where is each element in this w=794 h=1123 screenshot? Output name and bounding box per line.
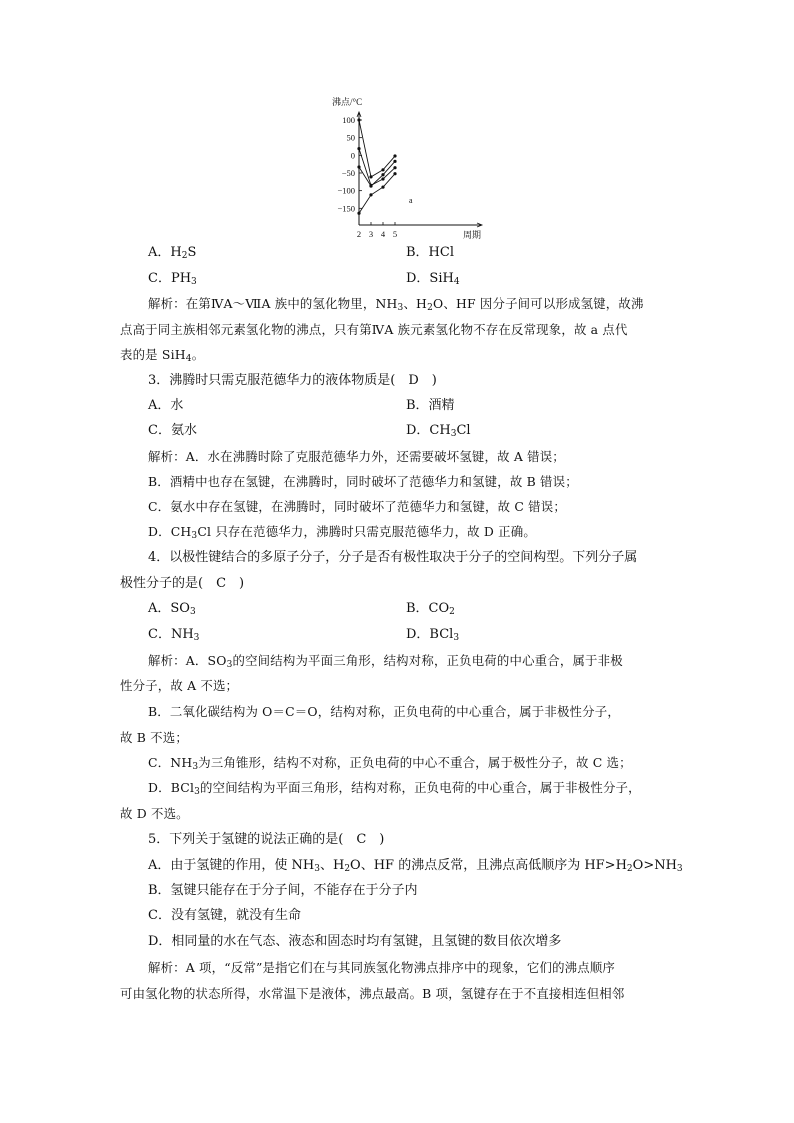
data-point [393,172,396,175]
question-line: D．相同量的水在气态、液态和固态时均有氢键，且氢键的数目依次增多 [148,934,562,949]
y-tick-label: 50 [346,132,355,143]
explanation-line: 解析：A．$SO_3$的空间结构为平面三角形，结构对称，正负电荷的中心重合，属于非极 [148,653,623,670]
question-line: 3．沸腾时只需克服范德华力的液体物质是( D ) [148,373,437,388]
data-point [381,177,384,180]
explanation-line: 故 B 不选； [120,730,188,745]
option-label: C．$PH_3$ [148,271,197,287]
explanation-line: 性分子，故 A 不选； [120,678,239,693]
explanation-line: 解析：在第ⅣA～ⅦA 族中的氢化物里，$NH_3$、$H_2O$、HF 因分子间可以形成氢键，故沸 [148,296,644,313]
option-label: B．HCl [406,245,454,260]
data-point [393,154,396,157]
y-tick-label: −50 [341,167,355,178]
option-label: D．$CH_3Cl$ [406,423,471,439]
explanation-line: C．$NH_3$为三角锥形，结构不对称，正负电荷的中心不重合，属于极性分子，故 C 选； [148,755,632,772]
option-row [120,244,704,262]
option-row [120,397,704,415]
option-label: D．BCl$_3$ [406,627,460,643]
option-label: A．$SO_3$ [148,601,196,617]
data-point [381,186,384,189]
explanation-line: D．$CH_3Cl$ 只存在范德华力，沸腾时只需克服范德华力，故 D 正确。 [148,524,536,541]
data-point [357,118,360,121]
data-point [381,173,384,176]
x-tick-label: 5 [392,229,398,239]
point-a-annotation: a [409,196,413,205]
series-line [359,174,395,214]
chart-ticks [337,115,397,239]
chart-series [357,118,396,214]
y-tick-label: 100 [342,115,355,125]
data-point [369,184,372,187]
x-tick-label: 2 [356,229,362,239]
option-label: B．$CO_2$ [406,601,455,617]
series-line [359,120,395,177]
option-row [120,626,704,644]
explanation-line: 点高于同主族相邻元素氢化物的沸点，只有第ⅣA 族元素氢化物不存在反常现象，故 a 点代 [120,322,628,337]
option-label: C．氨水 [148,423,197,438]
x-tick-label: 3 [368,229,374,239]
explanation-line: 解析：A 项，“反常”是指它们在与其同族氢化物沸点排序中的现象，它们的沸点顺序 [148,960,616,975]
option-row [120,270,704,288]
question-line: B．氢键只能存在于分子间，不能存在于分子内 [148,883,418,898]
question-line: A．由于氢键的作用，使 $NH_3$、$H_2O$、HF 的沸点反常，且沸点高低顺序为 $HF>H_2O>NH_3$ [148,858,683,874]
data-point [393,166,396,169]
question-line: 极性分子的是( C ) [120,576,245,591]
option-label: C．$NH_3$ [148,627,200,643]
explanation-line: 可由氢化物的状态所得，水常温下是液体，沸点最高。B 项，氢键存在于不直接相连但相邻 [120,986,625,1001]
data-point [357,165,360,168]
data-point [381,168,384,171]
explanation-line: C．氨水中存在氢键，在沸腾时，同时破坏了范德华力和氢键，故 C 错误； [148,499,566,514]
explanation-line: 故 D 不选。 [120,806,189,821]
explanation-line: 解析：A．水在沸腾时除了克服范德华力外，还需要破坏氢键，故 A 错误； [148,449,565,464]
question-line: 4．以极性键结合的多原子分子，分子是否有极性取决于分子的空间构型。下列分子属 [148,550,638,565]
data-point [357,147,360,150]
question-line: C．没有氢键，就没有生命 [148,908,301,923]
option-row [120,422,704,440]
option-label: B．酒精 [406,398,455,413]
y-tick-label: −100 [337,185,355,196]
x-axis-label: 周期 [463,230,482,240]
chart-axes [357,112,482,227]
data-point [369,193,372,196]
boiling-point-chart [330,92,490,244]
explanation-line: 表的是 SiH$_4$。 [120,347,205,364]
x-tick-label: 4 [380,229,386,239]
explanation-line: B．二氧化碳结构为 O＝C＝O，结构对称，正负电荷的中心重合，属于非极性分子， [148,704,620,719]
data-point [369,175,372,178]
option-row [120,600,704,618]
option-label: D．SiH$_4$ [406,271,460,287]
explanation-line: B．酒精中也存在氢键，在沸腾时，同时破坏了范德华力和氢键，故 B 错误； [148,474,578,489]
y-tick-label: 0 [350,150,355,161]
explanation-line: D．BCl$_3$的空间结构为平面三角形，结构对称，正负电荷的中心重合，属于非极性分子， [148,780,641,797]
question-line: 5．下列关于氢键的说法正确的是( C ) [148,832,385,847]
data-point [357,212,360,215]
data-point [393,160,396,163]
option-label: A．$H_2S$ [148,245,197,261]
y-tick-label: −150 [337,203,355,214]
option-label: A．水 [148,398,184,413]
y-axis-label: 沸点/°C [332,97,363,107]
